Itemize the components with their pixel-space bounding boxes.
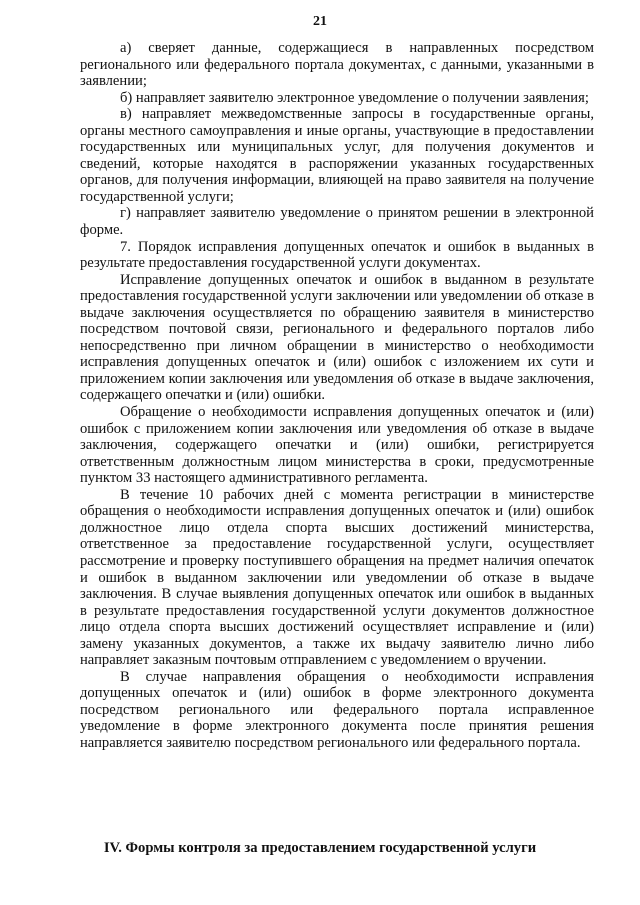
paragraph-item-a: а) сверяет данные, содержащиеся в направленных посредством регионального или федерального портала документах, с данными, указанными в заявлении; xyxy=(80,40,594,90)
paragraph-clause-7: 7. Порядок исправления допущенных опечаток и ошибок в выданных в результате предоставления государственной услуги документах. xyxy=(80,238,594,272)
section-heading: IV. Формы контроля за предоставлением государственной услуги xyxy=(103,840,537,856)
paragraph-item-g: г) направляет заявителю уведомление о принятом решении в электронной форме. xyxy=(80,205,594,239)
page-number: 21 xyxy=(313,14,327,29)
paragraph-registration: Обращение о необходимости исправления допущенных опечаток и (или) ошибок с приложением копии заключения или уведомления об отказе в выдаче заключения, содержащего опечатки и (или) ошибки, регистрируется ответственным должностным лицом министерства в сроки, предусмотренные пунктом 33 настоящего административного регламента. xyxy=(80,404,594,487)
document-body xyxy=(80,40,594,752)
paragraph-item-v: в) направляет межведомственные запросы в государственные органы, органы местного самоуправления и иные органы, участвующие в предоставлении государственных или муниципальных услуг, для получения документов и сведений, которые находятся в распоряжении указанных государственных органов, для получения информации, влияющей на право заявителя на получение государственной услуги; xyxy=(80,106,594,205)
paragraph-item-b: б) направляет заявителю электронное уведомление о получении заявления; xyxy=(120,89,589,106)
paragraph-review-period: В течение 10 рабочих дней с момента регистрации в министерстве обращения о необходимости исправления допущенных опечаток и (или) ошибок должностное лицо отдела спорта высших достижений министерства, ответственное за предоставление государственной услуги, осуществляет рассмотрение и проверку поступившего обращения на предмет наличия опечаток и ошибок в выданном заключении или уведомлении об отказе в выдаче заключения. В случае выявления допущенных опечаток или ошибок в выданных в результате предоставления государственной услуги документов должностное лицо отдела спорта высших достижений осуществляет исправление и (или) замену указанных документов, а также их выдачу заявителю лично либо направляет заказным почтовым отправлением с уведомлением о вручении. xyxy=(80,486,594,669)
paragraph-correction-procedure: Исправление допущенных опечаток и ошибок в выданном в результате предоставления государственной услуги заключении или уведомлении об отказе в выдаче заключения осуществляется по обращению заявителя в министерство посредством почтовой связи, регионального и федерального порталов либо непосредственно при личном обращении в министерство о необходимости исправления допущенных опечаток и (или) ошибок с изложением их сути и приложением копии заключения или уведомления об отказе в выдаче заключения, содержащего опечатки и (или) ошибки. xyxy=(80,271,594,404)
paragraph-electronic-correction: В случае направления обращения о необходимости исправления допущенных опечаток и (или) ошибок в форме электронного документа посредством регионального или федерального портала исправленное уведомление в форме электронного документа после принятия решения направляется заявителю посредством регионального или федерального портала. xyxy=(80,668,594,751)
